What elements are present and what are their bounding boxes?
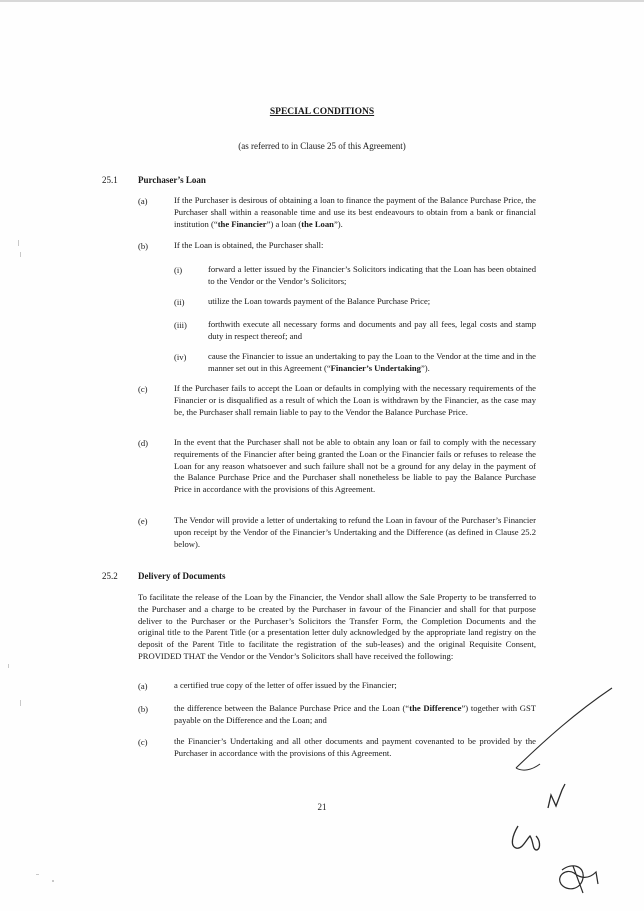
clause-label-a: (a) <box>138 196 148 206</box>
page-subtitle: (as referred to in Clause 25 of this Agreement) <box>238 141 406 151</box>
clause-text: ”). <box>333 218 343 229</box>
clause-label-b: (b) <box>138 704 149 714</box>
clause-text: ”) together with GST payable on the Difference and the Loan; and <box>174 703 536 725</box>
clause-label-c: (c) <box>138 737 148 747</box>
initials-3 <box>560 866 598 893</box>
clause-25-1-e: The Vendor will provide a letter of undertaking to refund the Loan in favour of the Purchaser’s Financier upon receipt by the Vendor of the Financier’s Undertaking and the Difference (as defined in Clause 25.2 below). <box>174 515 536 549</box>
clause-25-2-c: the Financier’s Undertaking and all other documents and payment covenanted to be provided by the Purchaser in accordance with the provisions of this Agreement. <box>174 736 536 758</box>
page-number: 21 <box>317 802 327 812</box>
clause-label-b: (b) <box>138 241 149 251</box>
clause-25-1-d: In the event that the Purchaser shall not be able to obtain any loan or fail to comply with the necessary requirements of the Financier after being granted the Loan or the Financier fails or refuses to release the Loan for any reason whatsoever and such failure shall not be a ground for any delay in the payment of the Balance Purchase Price and the Purchaser shall nonetheless be liable to pay the Balance Purchase Price in accordance with the provisions of this Agreement. <box>174 437 536 495</box>
pen-stroke-diagonal <box>516 688 612 768</box>
subclause-25-1-b-ii: utilize the Loan towards payment of the Balance Purchase Price; <box>208 296 431 306</box>
subclause-label-ii: (ii) <box>174 297 185 307</box>
clause-text: ”). <box>420 362 430 373</box>
subclause-label-i: (i) <box>174 265 183 275</box>
defined-term-financier: the Financier <box>217 218 267 229</box>
clause-25-2-a: a certified true copy of the letter of offer issued by the Financier; <box>174 680 397 690</box>
clause-text: ”) a loan ( <box>266 218 302 229</box>
clause-text: If the Purchaser is desirous of obtaining a loan to finance the payment of the Balance Purchase Price, the Purchaser shall within a reasonable time and use its best endeavours to obtain from a bank or financial institution (“ <box>174 195 536 229</box>
margin-specks <box>8 240 54 882</box>
clause-25-2-intro: To facilitate the release of the Loan by the Financier, the Vendor shall allow the Sale Property to be transferred to the Purchaser and a charge to be created by the Purchaser in favour of the Financier and shall for that purpose deliver to the Purchaser or the Purchaser’s Solicitors the Transfer Form, the Completion Documents and the original title to the Parent Title (or a presentation letter duly acknowledged by the appropriate land registry on the deposit of the Parent Title to facilitate the registration of the sub-leases) and the original Requisite Consent, PROVIDED THAT the Vendor or the Vendor’s Solicitors shall have received the following: <box>138 592 536 661</box>
clause-25-1-c: If the Purchaser fails to accept the Loan or defaults in complying with the necessary requirements of the Financier or is disqualified as a result of which the Loan is withdrawn by the Financier, as the case may be, the Purchaser shall remain liable to pay to the Vendor the Balance Purchase Price. <box>174 383 536 417</box>
initials-2 <box>512 826 539 850</box>
clause-label-c: (c) <box>138 384 148 394</box>
clause-label-a: (a) <box>138 681 148 691</box>
section-heading-purchasers-loan: Purchaser’s Loan <box>138 175 206 185</box>
subclause-label-iii: (iii) <box>174 320 187 330</box>
clause-text: the difference between the Balance Purchase Price and the Loan (“ <box>174 703 410 713</box>
section-heading-delivery-of-documents: Delivery of Documents <box>138 571 226 581</box>
clause-25-1-b: If the Loan is obtained, the Purchaser shall: <box>174 240 324 250</box>
defined-term-financiers-undertaking: Financier’s Undertaking <box>330 362 421 373</box>
initials-1 <box>548 784 565 808</box>
clause-label-e: (e) <box>138 516 148 526</box>
defined-term-difference: the Difference <box>409 703 462 713</box>
subclause-25-1-b-i: forward a letter issued by the Financier’s Solicitors indicating that the Loan has been obtained to the Vendor or the Vendor’s Solicitors; <box>208 264 536 286</box>
section-number-25-1: 25.1 <box>102 175 118 185</box>
clause-label-d: (d) <box>138 438 149 448</box>
subclause-25-1-b-iii: forthwith execute all necessary forms and documents and pay all fees, legal costs and stamp duty in respect thereof; and <box>208 319 536 341</box>
clause-text: cause the Financier to issue an undertaking to pay the Loan to the Vendor at the time and in the manner set out in this Agreement (“ <box>208 351 536 373</box>
section-number-25-2: 25.2 <box>102 571 118 581</box>
defined-term-loan: the Loan <box>301 218 334 229</box>
page-title: SPECIAL CONDITIONS <box>269 107 375 117</box>
subclause-label-iv: (iv) <box>174 352 187 362</box>
